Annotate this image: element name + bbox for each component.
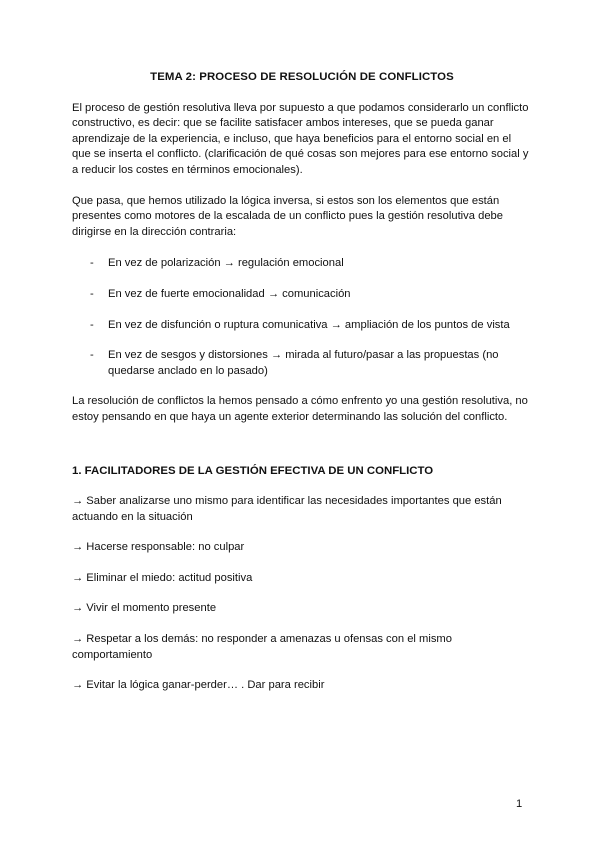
bullet-dash: -	[90, 257, 94, 270]
section-heading: 1. FACILITADORES DE LA GESTIÓN EFECTIVA DE UN CONFLICTO	[72, 464, 434, 477]
list-item-text: En vez de fuerte emocionalidad → comunicación	[108, 287, 351, 300]
bullet-dash: -	[90, 318, 94, 331]
list-item	[72, 256, 532, 272]
document-title: TEMA 2: PROCESO DE RESOLUCIÓN DE CONFLICTOS	[150, 71, 454, 83]
facilitator-item: → Vivir el momento presente	[72, 602, 217, 615]
list-item-text: En vez de sesgos y distorsiones → mirada al futuro/pasar a las propuestas (no quedarse anclado en lo pasado)	[108, 349, 499, 377]
facilitator-item: → Respetar a los demás: no responder a amenazas u ofensas con el mismo comportamiento	[72, 633, 452, 661]
list-item	[72, 348, 532, 379]
facilitator-item: → Saber analizarse uno mismo para identificar las necesidades importantes que están actuando en la situación	[72, 495, 502, 523]
bullet-list	[72, 256, 532, 379]
document-page	[72, 70, 532, 709]
list-item-text: En vez de polarización → regulación emocional	[108, 257, 344, 270]
facilitator-item: → Eliminar el miedo: actitud positiva	[72, 571, 253, 584]
resolution-paragraph: La resolución de conflictos la hemos pensado a cómo enfrento yo una gestión resolutiva, no estoy pensando en que haya un agente exterior determinando las solución del conflicto.	[72, 395, 528, 423]
facilitator-item: → Hacerse responsable: no culpar	[72, 541, 245, 554]
bullet-dash: -	[90, 349, 94, 362]
intro-paragraph: El proceso de gestión resolutiva lleva por supuesto a que podamos considerarlo un conflicto constructivo, es decir: que se facilite satisfacer ambos intereses, que se pueda ganar aprendizaje de la experiencia, e incluso, que haya beneficios para el entorno social en el que se inserta el conflicto. (clarificación de qué cosas son mejores para ese entorno social y a reducir los costes en términos emocionales).	[72, 101, 529, 176]
inverse-logic-paragraph: Que pasa, que hemos utilizado la lógica inversa, si estos son los elementos que están presentes como motores de la escalada de un conflicto pues la gestión resolutiva debe dirigirse en la dirección contraria:	[72, 194, 503, 238]
page-number: 1	[516, 798, 523, 810]
list-item	[72, 318, 532, 334]
list-item-text: En vez de disfunción o ruptura comunicativa → ampliación de los puntos de vista	[108, 318, 510, 331]
facilitator-item: → Evitar la lógica ganar-perder… . Dar para recibir	[72, 679, 325, 692]
list-item	[72, 287, 532, 303]
bullet-dash: -	[90, 287, 94, 300]
